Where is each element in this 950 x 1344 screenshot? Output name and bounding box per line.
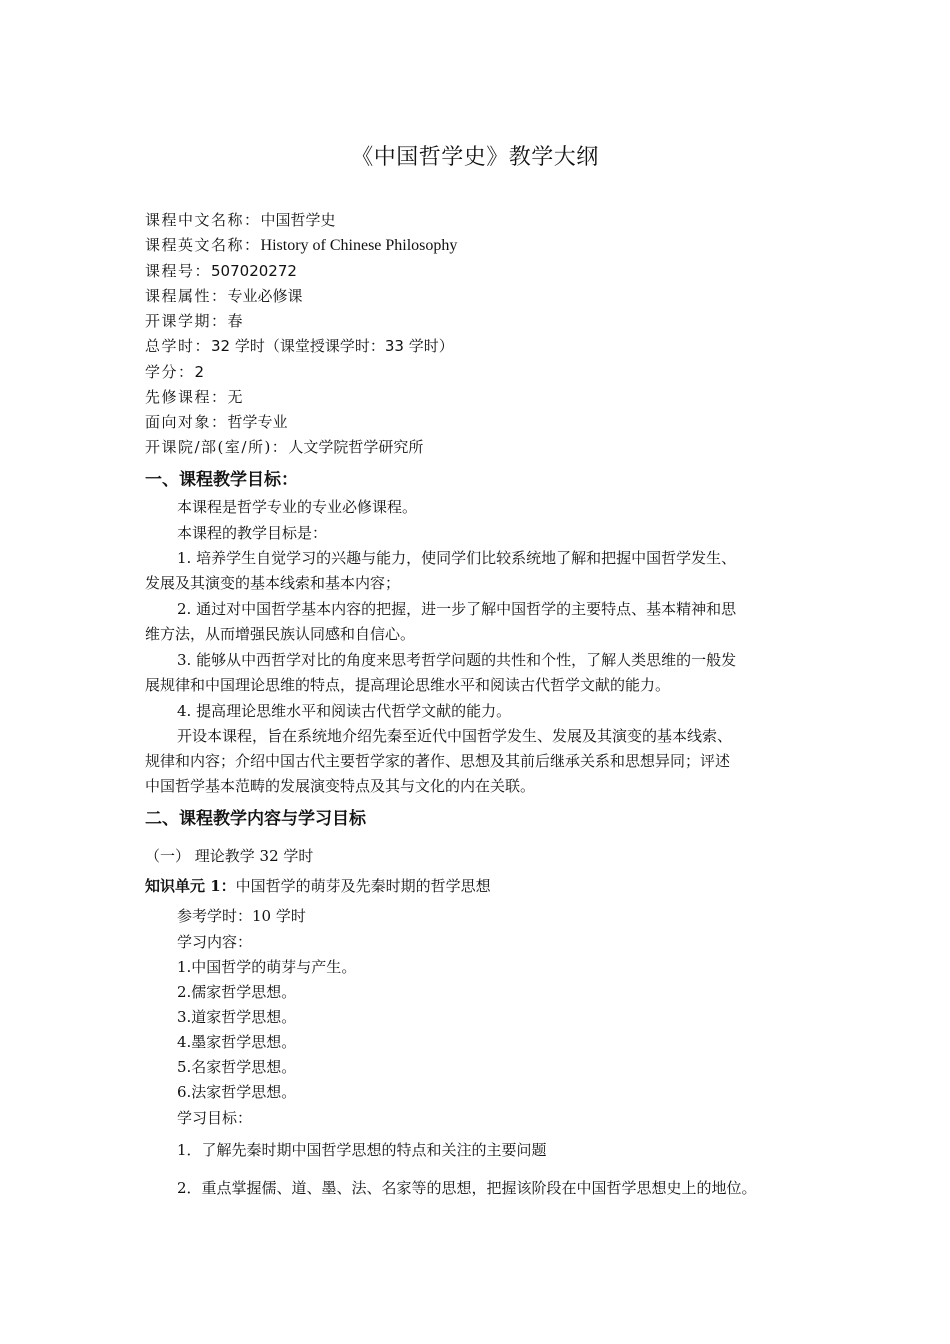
info-label: 课程属性： (145, 287, 228, 305)
info-prereq (145, 387, 243, 407)
info-value: 人文学院哲学研究所 (288, 438, 424, 456)
goal-line: 3. 能够从中西哲学对比的角度来思考哲学问题的共性和个性，了解人类思维的一般发 (177, 651, 737, 669)
goal-line: 2. 通过对中国哲学基本内容的把握，进一步了解中国哲学的主要特点、基本精神和思 (177, 600, 737, 618)
info-label: 课程英文名称： (145, 236, 261, 254)
info-value: 专业必修课 (227, 287, 303, 305)
info-value: History of Chinese Philosophy (260, 237, 458, 254)
document-title: 《中国哲学史》教学大纲 (351, 145, 599, 170)
info-value: 中国哲学史 (260, 211, 336, 229)
paragraph: 本课程的教学目标是： (177, 524, 328, 542)
info-attr (145, 286, 303, 306)
info-value: 32 学时（课堂授课学时：33 学时） (211, 337, 454, 355)
goal-line: 展规律和中国理论思维的特点，提高理论思维水平和阅读古代哲学文献的能力。 (145, 676, 671, 694)
content-item: 5.名家哲学思想。 (177, 1058, 297, 1076)
info-hours (145, 336, 454, 356)
info-value: 2 (194, 363, 205, 381)
info-label: 总学时： (145, 337, 212, 355)
info-value: 哲学专业 (227, 413, 288, 431)
paragraph: 本课程是哲学专业的专业必修课程。 (177, 498, 418, 516)
summary-line: 规律和内容；介绍中国古代主要哲学家的著作、思想及其前后继承关系和思想异同；评述 (145, 752, 731, 770)
summary-line: 中国哲学基本范畴的发展演变特点及其与文化的内在关联。 (145, 777, 536, 795)
info-audience (145, 412, 288, 432)
info-label: 先修课程： (145, 388, 228, 406)
info-en-name (145, 235, 457, 256)
section-heading: 一、课程教学目标： (145, 470, 298, 490)
learning-goal: 1．了解先秦时期中国哲学思想的特点和关注的主要问题 (177, 1141, 547, 1159)
info-value: 无 (227, 388, 243, 406)
info-credit (145, 362, 204, 382)
knowledge-unit-title (145, 876, 491, 896)
content-label: 学习内容： (177, 933, 253, 951)
info-cn-name (145, 210, 336, 230)
info-label: 开课院/部(室/所)： (145, 438, 289, 456)
content-item: 3.道家哲学思想。 (177, 1008, 297, 1026)
unit-title: 中国哲学的萌芽及先秦时期的哲学思想 (235, 877, 491, 895)
goal-label: 学习目标： (177, 1109, 253, 1127)
goal-line: 发展及其演变的基本线索和基本内容； (145, 574, 401, 592)
info-value: 507020272 (211, 262, 297, 280)
info-code (145, 261, 297, 281)
section-heading: 二、课程教学内容与学习目标 (145, 809, 366, 829)
goal-line: 4. 提高理论思维水平和阅读古代哲学文献的能力。 (177, 702, 512, 720)
info-label: 学分： (145, 363, 195, 381)
info-label: 面向对象： (145, 413, 228, 431)
content-item: 6.法家哲学思想。 (177, 1083, 297, 1101)
info-label: 开课学期： (145, 312, 228, 330)
reference-hours: 参考学时：10 学时 (177, 907, 306, 925)
content-item: 4.墨家哲学思想。 (177, 1033, 297, 1051)
content-item: 1.中国哲学的萌芽与产生。 (177, 958, 357, 976)
summary-line: 开设本课程，旨在系统地介绍先秦至近代中国哲学发生、发展及其演变的基本线索、 (177, 727, 733, 745)
content-item: 2.儒家哲学思想。 (177, 983, 297, 1001)
info-value: 春 (227, 312, 243, 330)
info-label: 课程号： (145, 262, 212, 280)
info-label: 课程中文名称： (145, 211, 261, 229)
subsection-heading: （一） 理论教学 32 学时 (145, 847, 314, 865)
goal-line: 维方法，从而增强民族认同感和自信心。 (145, 625, 416, 643)
goal-line: 1. 培养学生自觉学习的兴趣与能力，使同学们比较系统地了解和把握中国哲学发生、 (177, 549, 737, 567)
unit-label: 知识单元 1： (145, 877, 236, 895)
learning-goal: 2．重点掌握儒、道、墨、法、名家等的思想，把握该阶段在中国哲学思想史上的地位。 (177, 1179, 757, 1197)
info-term (145, 311, 243, 331)
info-dept (145, 437, 423, 457)
